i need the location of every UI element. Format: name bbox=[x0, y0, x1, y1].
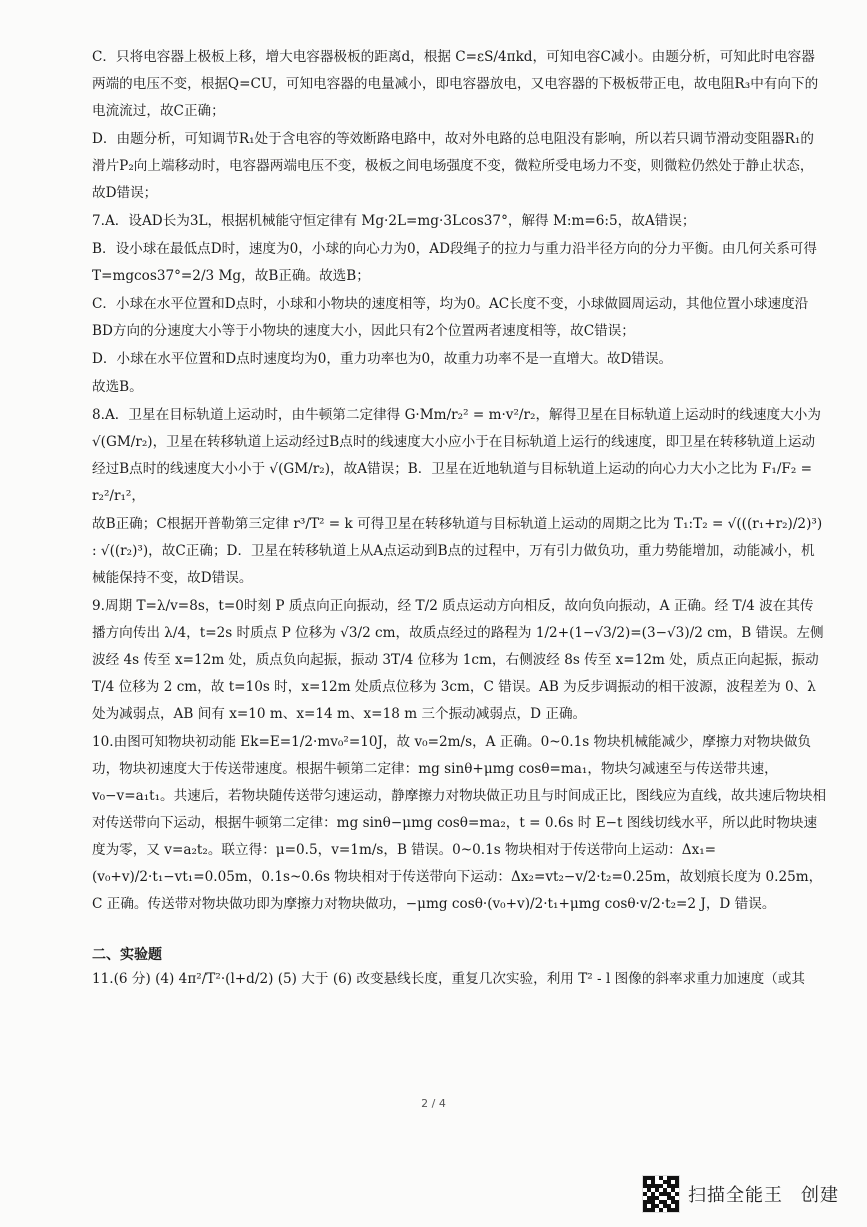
paragraph-6c: C．只将电容器上极板上移，增大电容器极板的距离d，根据 C=εS/4πkd，可知电容C减小。由题分析，可知此时电容器两端的电压不变，根据Q=CU，可知电容器的电量减小，即电容器放电，又电容器的下极板带正电，故电阻R₃中有向下的电流流过，故C正确； bbox=[92, 49, 819, 119]
paragraph-7c: C．小球在水平位置和D点时，小球和小物块的速度相等，均为0。AC长度不变，小球做圆周运动，其他位置小球速度沿BD方向的分速度大小等于小物块的速度大小，因此只有2个位置两者速度相等，故C错误； bbox=[92, 296, 809, 339]
paragraph-7b: B．设小球在最低点D时，速度为0，小球的向心力为0，AD段绳子的拉力与重力沿半径方向的分力平衡。由几何关系可得 T=mgcos37°=2/3 Mg，故B正确。故选B； bbox=[92, 241, 817, 284]
scanner-watermark bbox=[642, 1175, 839, 1213]
qr-code-icon bbox=[642, 1175, 680, 1213]
paragraph-8ab: 8.A．卫星在目标轨道上运动时，由牛顿第二定律得 G·Mm/r₂² = m·v²/r₂，解得卫星在目标轨道上运动时的线速度大小为 √(GM/r₂)，卫星在转移轨道上运动经过B点时的线速度大小应小于在目标轨道上运行的线速度，即卫星在转移轨道上运动经过B点时的线速度大小小于 √(GM/r₂)，故A错误；B．卫星在近地轨道与目标轨道上运动的向心力大小之比为 F₁/F₂ = r₂²/r₁²， bbox=[92, 407, 821, 504]
watermark-app-text: 扫描全能王 bbox=[688, 1185, 783, 1206]
watermark-action-text: 创建 bbox=[801, 1185, 839, 1206]
section-title: 二、实验题 bbox=[92, 947, 162, 963]
paragraph-10: 10.由图可知物块初动能 Ek=E=1/2·mv₀²=10J，故 v₀=2m/s，A 正确。0~0.1s 物块机械能减少，摩擦力对物块做负功，物块初速度大于传送带速度。根据牛顿第二定律：mg sinθ+μmg cosθ=ma₁，物块匀减速至与传送带共速，v₀−v=a₁t₁。共速后，若物块随传送带匀速运动，静摩擦力对物块做正功且与时间成正比，图线应为直线，故共速后物块相对传送带向下运动，根据牛顿第二定律：mg sinθ−μmg cosθ=ma₂，t = 0.6s 时 E−t 图线切线水平，所以此时物块速度为零，又 v=a₂t₂。联立得：μ=0.5，v=1m/s，B 错误。0~0.1s 物块相对于传送带向上运动：Δx₁=(v₀+v)/2·t₁−vt₁=0.05m，0.1s~0.6s 物块相对于传送带向下运动：Δx₂=vt₂−v/2·t₂=0.25m，故划痕长度为 0.25m，C 正确。传送带对物块做功即为摩擦力对物块做功，−μmg cosθ·(v₀+v)/2·t₁+μmg cosθ·v/2·t₂=2 J，D 错误。 bbox=[92, 734, 827, 912]
paragraph-8cd: 故B正确；C根据开普勒第三定律 r³/T² = k 可得卫星在转移轨道与目标轨道上运动的周期之比为 T₁:T₂ = √(((r₁+r₂)/2)³) : √((r₂)³)，故C正确；D．卫星在转移轨道上从A点运动到B点的过程中，万有引力做负功，重力势能增加，动能减小，机械能保持不变，故D错误。 bbox=[92, 516, 823, 586]
page-number: 2 / 4 bbox=[421, 1097, 446, 1110]
paragraph-11: 11.(6 分) (4) 4π²/T²·(l+d/2) (5) 大于 (6) 改变悬线长度，重复几次实验，利用 T² - l 图像的斜率求重力加速度（或其 bbox=[92, 971, 805, 987]
paragraph-7a: 7.A．设AD长为3L，根据机械能守恒定律有 Mg·2L=mg·3Lcos37°，解得 M:m=6:5，故A错误； bbox=[92, 213, 696, 229]
paragraph-7-conclusion: 故选B。 bbox=[92, 379, 143, 395]
paragraph-7d: D．小球在水平位置和D点时速度均为0，重力功率也为0，故重力功率不是一直增大。故D错误。 bbox=[92, 351, 673, 367]
paragraph-9: 9.周期 T=λ/v=8s，t=0时刻 P 质点向正向振动，经 T/2 质点运动方向相反，故向负向振动，A 正确。经 T/4 波在其传播方向传出 λ/4，t=2s 时质点 P 位移为 √3/2 cm，故质点经过的路程为 1/2+(1−√3/2)=(3−√3)/2 cm，B 错误。左侧波经 4s 传至 x=12m 处，质点负向起振，振动 3T/4 位移为 1cm，右侧波经 8s 传至 x=12m 处，质点正向起振，振动 T/4 位移为 2 cm，故 t=10s 时，x=12m 处质点位移为 3cm，C 错误。AB 为反步调振动的相干波源，波程差为 0、λ 处为减弱点，AB 间有 x=10 m、x=14 m、x=18 m 三个振动减弱点，D 正确。 bbox=[92, 598, 824, 722]
paragraph-6d: D．由题分析，可知调节R₁处于含电容的等效断路电路中，故对外电路的总电阻没有影响，所以若只调节滑动变阻器R₁的滑片P₂向上端移动时，电容器两端电压不变，极板之间电场强度不变，微粒所受电场力不变，则微粒仍然处于静止状态，故D错误； bbox=[92, 131, 814, 201]
